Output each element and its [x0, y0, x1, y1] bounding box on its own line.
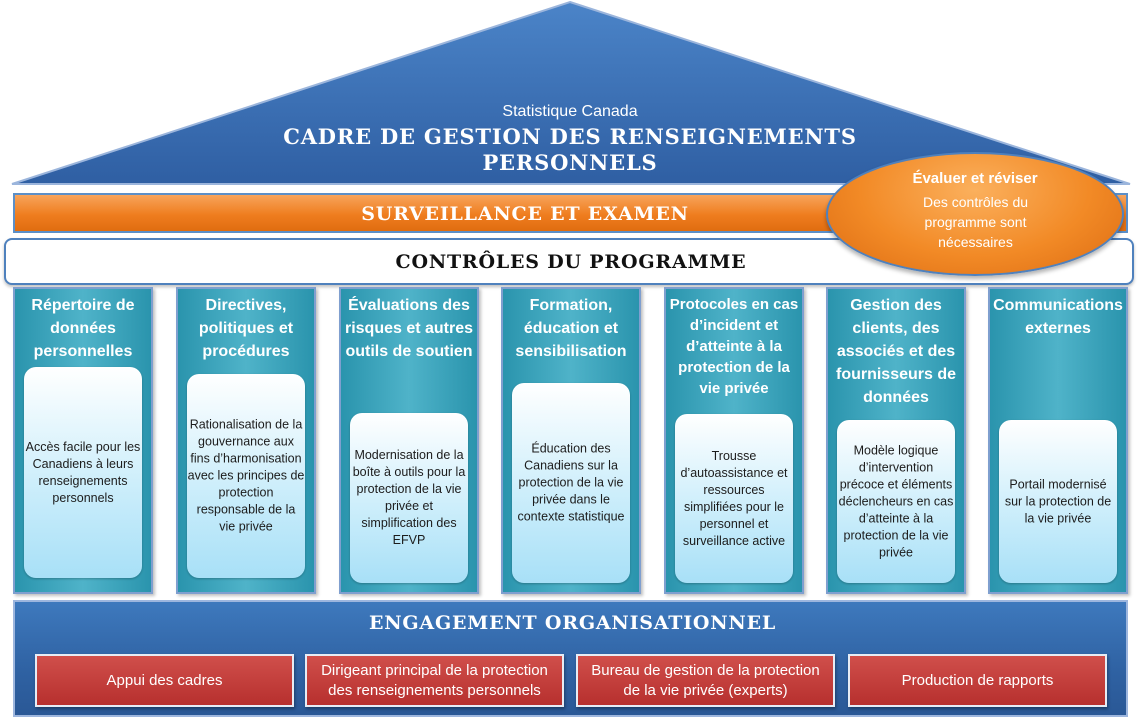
pillar-text: Rationalisation de la gouvernance aux fins d’harmonisation avec les principes de protection responsable de la vie privée [187, 417, 305, 534]
pillar-text: Modernisation de la boîte à outils pour la protection de la vie privée et simplification des EFVP [352, 448, 466, 547]
pillar-title: Gestion des clients, des associés et des fournisseurs de données [835, 297, 957, 406]
pillar-content-box [350, 413, 468, 583]
pillar-incident-protocols [664, 287, 804, 594]
foundation-item-chief-privacy-officer [305, 654, 564, 707]
framework-title [200, 124, 940, 176]
pillar-risk-assessments [339, 287, 479, 594]
foundation-item-label: Production de rapports [901, 671, 1054, 689]
roof-org-name: Statistique Canada [502, 103, 638, 120]
evaluate-callout-text: Des contrôles du programme sont nécessaires [922, 194, 1029, 250]
pillar-title: Communications externes [993, 297, 1123, 337]
pillar-directives [176, 287, 316, 594]
foundation-item-reporting [848, 654, 1107, 707]
monitoring-band-label: SURVEILLANCE ET EXAMEN [361, 203, 689, 225]
pillar-title: Directives, politiques et procédures [198, 297, 294, 360]
pillar-client-management [826, 287, 966, 594]
pillar-content-box [675, 414, 793, 583]
controls-band-label: CONTRÔLES DU PROGRAMME [395, 251, 747, 273]
pillar-title: Formation, éducation et sensibilisation [515, 297, 627, 360]
framework-title-line1: CADRE DE GESTION DES RENSEIGNEMENTS [283, 124, 857, 149]
pillar-personal-data-repository [13, 287, 153, 594]
evaluate-callout-title: Évaluer et réviser [912, 170, 1038, 187]
pillar-text: Trousse d’autoassistance et ressources simplifiées pour le personnel et surveillance active [680, 448, 788, 548]
pillar-content-box [512, 383, 630, 583]
framework-title-line2: PERSONNELS [482, 150, 658, 175]
evaluate-callout [826, 152, 1124, 276]
pillar-text: Portail modernisé sur la protection de la vie privée [1004, 477, 1112, 525]
pillar-content-box [999, 420, 1117, 583]
pillar-content-box [837, 420, 955, 583]
pillar-text: Éducation des Canadiens sur la protection de la vie privée dans le contexte statistique [517, 441, 625, 524]
pillar-title: Évaluations des risques et autres outils de soutien [344, 297, 474, 360]
foundation-label: ENGAGEMENT ORGANISATIONNEL [368, 612, 777, 634]
pillar-title: Protocoles en cas d’incident et d’atteinte à la protection de la vie privée [669, 296, 799, 397]
pillar-text: Accès facile pour les Canadiens à leurs renseignements personnels [25, 439, 141, 505]
pillar-training [501, 287, 641, 594]
pillar-content-box [187, 374, 305, 578]
foundation-item-privacy-office [576, 654, 835, 707]
pillar-text: Modèle logique d’intervention précoce et éléments déclencheurs en cas d’atteinte à la protection de la vie privée [838, 443, 954, 559]
foundation-item-label: Bureau de gestion de la protection de la vie privée (experts) [591, 661, 820, 699]
foundation-item-label: Dirigeant principal de la protection des renseignements personnels [321, 661, 548, 699]
pillar-title: Répertoire de données personnelles [31, 297, 135, 360]
foundation-item-label: Appui des cadres [106, 671, 223, 689]
pillar-content-box [24, 367, 142, 578]
pillar-external-communications [988, 287, 1128, 594]
foundation-item-executive-support [35, 654, 294, 707]
